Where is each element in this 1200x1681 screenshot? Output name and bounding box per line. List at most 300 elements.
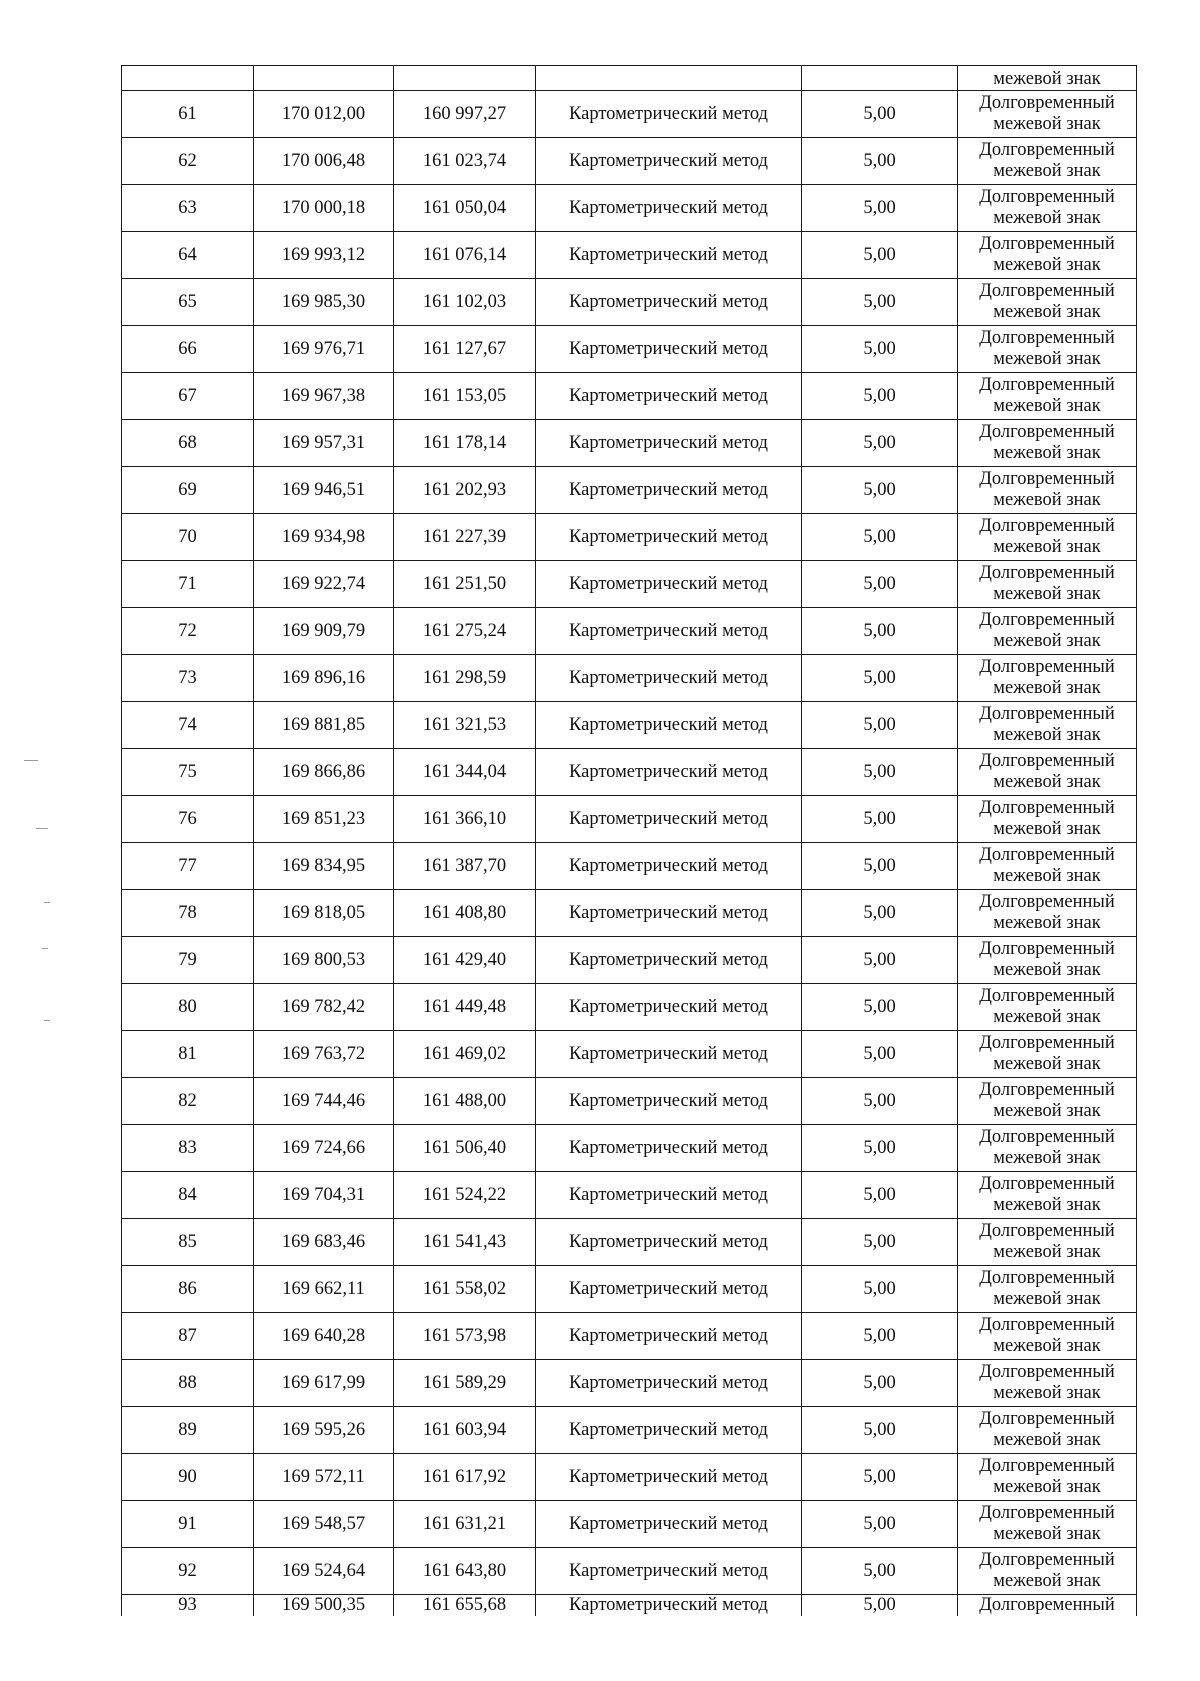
method-cell: Картометрический метод xyxy=(536,890,802,937)
x-coordinate-cell: 169 524,64 xyxy=(254,1548,394,1595)
error-cell: 5,00 xyxy=(802,1266,958,1313)
marker-type-line2: межевой знак xyxy=(993,1336,1101,1356)
point-number-cell: 83 xyxy=(122,1125,254,1172)
marker-type-line2: межевой знак xyxy=(993,631,1101,651)
marker-type-cell xyxy=(958,1360,1137,1407)
error-cell: 5,00 xyxy=(802,655,958,702)
table-row xyxy=(122,796,1137,843)
x-coordinate-cell: 169 617,99 xyxy=(254,1360,394,1407)
x-coordinate-cell: 169 896,16 xyxy=(254,655,394,702)
table-row xyxy=(122,420,1137,467)
marker-type-line1: Долговременный xyxy=(979,187,1115,207)
marker-type-line2: межевой знак xyxy=(993,1430,1101,1450)
x-coordinate-cell: 169 595,26 xyxy=(254,1407,394,1454)
point-number-cell: 65 xyxy=(122,279,254,326)
marker-type-line2: межевой знак xyxy=(993,1148,1101,1168)
point-number-cell: 89 xyxy=(122,1407,254,1454)
marker-type-cell xyxy=(958,984,1137,1031)
table-row xyxy=(122,514,1137,561)
marker-type-line2: межевой знак xyxy=(993,1242,1101,1262)
marker-type-cell xyxy=(958,608,1137,655)
y-coordinate-cell: 161 429,40 xyxy=(394,937,536,984)
x-coordinate-cell: 169 662,11 xyxy=(254,1266,394,1313)
marker-type-cell xyxy=(958,373,1137,420)
error-cell: 5,00 xyxy=(802,1125,958,1172)
y-coordinate-cell: 161 449,48 xyxy=(394,984,536,1031)
method-cell: Картометрический метод xyxy=(536,1454,802,1501)
table-row xyxy=(122,467,1137,514)
marker-type-line1: Долговременный xyxy=(979,751,1115,771)
y-coordinate-cell: 161 251,50 xyxy=(394,561,536,608)
scan-artifact xyxy=(36,828,48,829)
method-cell: Картометрический метод xyxy=(536,749,802,796)
y-coordinate-cell: 161 408,80 xyxy=(394,890,536,937)
marker-type-line1: Долговременный xyxy=(979,1174,1115,1194)
point-number-cell: 90 xyxy=(122,1454,254,1501)
error-cell: 5,00 xyxy=(802,232,958,279)
marker-type-line2: межевой знак xyxy=(993,1571,1101,1591)
table-row xyxy=(122,1078,1137,1125)
x-coordinate-cell: 169 851,23 xyxy=(254,796,394,843)
marker-type-line1: Долговременный xyxy=(979,140,1115,160)
point-number-cell: 85 xyxy=(122,1219,254,1266)
y-coordinate-cell: 161 298,59 xyxy=(394,655,536,702)
marker-type-cell xyxy=(958,1078,1137,1125)
point-number-cell: 64 xyxy=(122,232,254,279)
point-number-cell: 71 xyxy=(122,561,254,608)
marker-type-line2: межевой знак xyxy=(993,490,1101,510)
marker-type-line2: межевой знак xyxy=(993,69,1101,89)
marker-type-line1: Долговременный xyxy=(979,1080,1115,1100)
table-row xyxy=(122,1219,1137,1266)
marker-type-cell xyxy=(958,1548,1137,1595)
table-row xyxy=(122,373,1137,420)
point-number-cell: 77 xyxy=(122,843,254,890)
marker-type-line2: межевой знак xyxy=(993,1101,1101,1121)
method-cell: Картометрический метод xyxy=(536,1125,802,1172)
x-coordinate-cell: 169 782,42 xyxy=(254,984,394,1031)
marker-type-line2: межевой знак xyxy=(993,772,1101,792)
marker-type-cell xyxy=(958,138,1137,185)
method-cell: Картометрический метод xyxy=(536,185,802,232)
marker-type-cell xyxy=(958,326,1137,373)
scan-artifact xyxy=(42,948,48,949)
marker-type-cell xyxy=(958,1313,1137,1360)
x-coordinate-cell: 169 704,31 xyxy=(254,1172,394,1219)
point-number-cell: 70 xyxy=(122,514,254,561)
marker-type-line2: межевой знак xyxy=(993,255,1101,275)
point-number-cell: 69 xyxy=(122,467,254,514)
marker-type-line2: межевой знак xyxy=(993,161,1101,181)
error-cell: 5,00 xyxy=(802,420,958,467)
y-coordinate-cell: 161 076,14 xyxy=(394,232,536,279)
marker-type-line1: Долговременный xyxy=(979,281,1115,301)
error-cell: 5,00 xyxy=(802,138,958,185)
table-row-partial xyxy=(122,1595,1137,1617)
x-coordinate-cell: 169 934,98 xyxy=(254,514,394,561)
table-row xyxy=(122,608,1137,655)
method-cell: Картометрический метод xyxy=(536,1313,802,1360)
marker-type-cell xyxy=(958,91,1137,138)
point-number-cell: 80 xyxy=(122,984,254,1031)
marker-type-line1: Долговременный xyxy=(979,986,1115,1006)
x-coordinate-cell: 169 548,57 xyxy=(254,1501,394,1548)
y-coordinate-cell: 161 558,02 xyxy=(394,1266,536,1313)
marker-type-line2: межевой знак xyxy=(993,443,1101,463)
point-number-cell: 84 xyxy=(122,1172,254,1219)
marker-type-line2: межевой знак xyxy=(993,960,1101,980)
marker-type-line1: Долговременный xyxy=(979,516,1115,536)
table-row xyxy=(122,1548,1137,1595)
point-number-cell: 91 xyxy=(122,1501,254,1548)
marker-type-cell xyxy=(958,467,1137,514)
marker-type-line1: Долговременный xyxy=(979,469,1115,489)
y-coordinate-cell: 161 506,40 xyxy=(394,1125,536,1172)
y-coordinate-cell: 161 488,00 xyxy=(394,1078,536,1125)
marker-type-cell xyxy=(958,1031,1137,1078)
marker-type-line1: Долговременный xyxy=(979,234,1115,254)
method-cell: Картометрический метод xyxy=(536,467,802,514)
marker-type-cell xyxy=(958,185,1137,232)
marker-type-line1: Долговременный xyxy=(979,1595,1115,1615)
marker-type-cell xyxy=(958,1125,1137,1172)
scan-artifact xyxy=(24,760,38,761)
error-cell xyxy=(802,66,958,91)
y-coordinate-cell: 161 344,04 xyxy=(394,749,536,796)
marker-type-line2: межевой знак xyxy=(993,396,1101,416)
x-coordinate-cell: 169 818,05 xyxy=(254,890,394,937)
point-number-cell xyxy=(122,66,254,91)
error-cell: 5,00 xyxy=(802,373,958,420)
marker-type-line1: Долговременный xyxy=(979,1503,1115,1523)
method-cell: Картометрический метод xyxy=(536,1360,802,1407)
y-coordinate-cell: 161 321,53 xyxy=(394,702,536,749)
error-cell: 5,00 xyxy=(802,1313,958,1360)
table-row xyxy=(122,1125,1137,1172)
error-cell: 5,00 xyxy=(802,1031,958,1078)
method-cell: Картометрический метод xyxy=(536,1548,802,1595)
scan-artifact xyxy=(44,1020,50,1021)
error-cell: 5,00 xyxy=(802,326,958,373)
error-cell: 5,00 xyxy=(802,561,958,608)
point-number-cell: 87 xyxy=(122,1313,254,1360)
marker-type-line1: Долговременный xyxy=(979,1315,1115,1335)
point-number-cell: 93 xyxy=(122,1595,254,1617)
marker-type-line1: Долговременный xyxy=(979,1033,1115,1053)
point-number-cell: 67 xyxy=(122,373,254,420)
x-coordinate-cell: 169 834,95 xyxy=(254,843,394,890)
scan-artifact xyxy=(44,902,50,903)
method-cell: Картометрический метод xyxy=(536,796,802,843)
marker-type-cell xyxy=(958,1407,1137,1454)
table-row xyxy=(122,1407,1137,1454)
error-cell: 5,00 xyxy=(802,514,958,561)
x-coordinate-cell: 169 976,71 xyxy=(254,326,394,373)
marker-type-line2: межевой знак xyxy=(993,725,1101,745)
method-cell: Картометрический метод xyxy=(536,138,802,185)
marker-type-cell xyxy=(958,279,1137,326)
marker-type-line1: Долговременный xyxy=(979,1221,1115,1241)
marker-type-line1: Долговременный xyxy=(979,845,1115,865)
marker-type-line2: межевой знак xyxy=(993,349,1101,369)
point-number-cell: 61 xyxy=(122,91,254,138)
y-coordinate-cell: 161 023,74 xyxy=(394,138,536,185)
method-cell: Картометрический метод xyxy=(536,1501,802,1548)
marker-type-cell xyxy=(958,1454,1137,1501)
error-cell: 5,00 xyxy=(802,702,958,749)
y-coordinate-cell: 161 524,22 xyxy=(394,1172,536,1219)
y-coordinate-cell: 161 275,24 xyxy=(394,608,536,655)
y-coordinate-cell: 161 127,67 xyxy=(394,326,536,373)
x-coordinate-cell: 169 724,66 xyxy=(254,1125,394,1172)
marker-type-line1: Долговременный xyxy=(979,610,1115,630)
y-coordinate-cell: 161 603,94 xyxy=(394,1407,536,1454)
x-coordinate-cell: 170 000,18 xyxy=(254,185,394,232)
marker-type-cell xyxy=(958,796,1137,843)
y-coordinate-cell: 161 387,70 xyxy=(394,843,536,890)
point-number-cell: 79 xyxy=(122,937,254,984)
table-row xyxy=(122,843,1137,890)
x-coordinate-cell: 169 744,46 xyxy=(254,1078,394,1125)
coordinates-table xyxy=(121,65,1137,1616)
y-coordinate-cell: 161 202,93 xyxy=(394,467,536,514)
x-coordinate-cell: 169 763,72 xyxy=(254,1031,394,1078)
marker-type-cell xyxy=(958,1266,1137,1313)
y-coordinate-cell: 161 617,92 xyxy=(394,1454,536,1501)
table-row xyxy=(122,749,1137,796)
error-cell: 5,00 xyxy=(802,1407,958,1454)
marker-type-cell xyxy=(958,514,1137,561)
x-coordinate-cell: 169 985,30 xyxy=(254,279,394,326)
table-row xyxy=(122,655,1137,702)
point-number-cell: 88 xyxy=(122,1360,254,1407)
x-coordinate-cell: 169 572,11 xyxy=(254,1454,394,1501)
marker-type-cell xyxy=(958,1501,1137,1548)
method-cell: Картометрический метод xyxy=(536,655,802,702)
point-number-cell: 68 xyxy=(122,420,254,467)
marker-type-line2: межевой знак xyxy=(993,819,1101,839)
marker-type-cell xyxy=(958,937,1137,984)
error-cell: 5,00 xyxy=(802,984,958,1031)
error-cell: 5,00 xyxy=(802,749,958,796)
marker-type-cell xyxy=(958,232,1137,279)
x-coordinate-cell: 169 922,74 xyxy=(254,561,394,608)
marker-type-line1: Долговременный xyxy=(979,798,1115,818)
marker-type-line2: межевой знак xyxy=(993,1195,1101,1215)
marker-type-line1: Долговременный xyxy=(979,1268,1115,1288)
y-coordinate-cell: 161 366,10 xyxy=(394,796,536,843)
error-cell: 5,00 xyxy=(802,890,958,937)
method-cell xyxy=(536,66,802,91)
marker-type-cell xyxy=(958,843,1137,890)
y-coordinate-cell: 161 631,21 xyxy=(394,1501,536,1548)
marker-type-line2: межевой знак xyxy=(993,1383,1101,1403)
marker-type-line1: Долговременный xyxy=(979,657,1115,677)
marker-type-cell xyxy=(958,420,1137,467)
marker-type-cell xyxy=(958,1595,1137,1617)
point-number-cell: 76 xyxy=(122,796,254,843)
y-coordinate-cell: 161 153,05 xyxy=(394,373,536,420)
table-row xyxy=(122,185,1137,232)
marker-type-cell xyxy=(958,66,1137,91)
y-coordinate-cell: 160 997,27 xyxy=(394,91,536,138)
y-coordinate-cell: 161 655,68 xyxy=(394,1595,536,1617)
marker-type-line1: Долговременный xyxy=(979,704,1115,724)
x-coordinate-cell: 169 967,38 xyxy=(254,373,394,420)
y-coordinate-cell: 161 541,43 xyxy=(394,1219,536,1266)
method-cell: Картометрический метод xyxy=(536,514,802,561)
point-number-cell: 86 xyxy=(122,1266,254,1313)
marker-type-cell xyxy=(958,1172,1137,1219)
x-coordinate-cell: 170 012,00 xyxy=(254,91,394,138)
error-cell: 5,00 xyxy=(802,91,958,138)
point-number-cell: 78 xyxy=(122,890,254,937)
table-row xyxy=(122,1313,1137,1360)
marker-type-line1: Долговременный xyxy=(979,1409,1115,1429)
error-cell: 5,00 xyxy=(802,608,958,655)
table-row xyxy=(122,326,1137,373)
marker-type-line1: Долговременный xyxy=(979,328,1115,348)
x-coordinate-cell: 169 957,31 xyxy=(254,420,394,467)
marker-type-line2: межевой знак xyxy=(993,537,1101,557)
marker-type-line1: Долговременный xyxy=(979,1127,1115,1147)
marker-type-line1: Долговременный xyxy=(979,375,1115,395)
marker-type-cell xyxy=(958,890,1137,937)
table-row xyxy=(122,1031,1137,1078)
marker-type-line2: межевой знак xyxy=(993,1289,1101,1309)
point-number-cell: 75 xyxy=(122,749,254,796)
marker-type-line1: Долговременный xyxy=(979,563,1115,583)
method-cell: Картометрический метод xyxy=(536,1219,802,1266)
y-coordinate-cell: 161 178,14 xyxy=(394,420,536,467)
marker-type-line1: Долговременный xyxy=(979,1456,1115,1476)
y-coordinate-cell: 161 573,98 xyxy=(394,1313,536,1360)
marker-type-line1: Долговременный xyxy=(979,892,1115,912)
x-coordinate-cell: 169 683,46 xyxy=(254,1219,394,1266)
method-cell: Картометрический метод xyxy=(536,1407,802,1454)
error-cell: 5,00 xyxy=(802,1078,958,1125)
error-cell: 5,00 xyxy=(802,279,958,326)
marker-type-line2: межевой знак xyxy=(993,1524,1101,1544)
method-cell: Картометрический метод xyxy=(536,232,802,279)
marker-type-cell xyxy=(958,655,1137,702)
marker-type-line1: Долговременный xyxy=(979,1362,1115,1382)
x-coordinate-cell: 169 866,86 xyxy=(254,749,394,796)
marker-type-line2: межевой знак xyxy=(993,678,1101,698)
method-cell: Картометрический метод xyxy=(536,937,802,984)
table-row xyxy=(122,1266,1137,1313)
y-coordinate-cell: 161 102,03 xyxy=(394,279,536,326)
table-row xyxy=(122,890,1137,937)
method-cell: Картометрический метод xyxy=(536,1031,802,1078)
point-number-cell: 92 xyxy=(122,1548,254,1595)
x-coordinate-cell: 170 006,48 xyxy=(254,138,394,185)
error-cell: 5,00 xyxy=(802,1172,958,1219)
y-coordinate-cell: 161 589,29 xyxy=(394,1360,536,1407)
marker-type-line2: межевой знак xyxy=(993,584,1101,604)
x-coordinate-cell: 169 800,53 xyxy=(254,937,394,984)
y-coordinate-cell: 161 469,02 xyxy=(394,1031,536,1078)
table-row xyxy=(122,1172,1137,1219)
marker-type-line2: межевой знак xyxy=(993,1477,1101,1497)
table-row xyxy=(122,1360,1137,1407)
point-number-cell: 74 xyxy=(122,702,254,749)
table-row xyxy=(122,1501,1137,1548)
y-coordinate-cell: 161 643,80 xyxy=(394,1548,536,1595)
method-cell: Картометрический метод xyxy=(536,279,802,326)
marker-type-line1: Долговременный xyxy=(979,422,1115,442)
y-coordinate-cell xyxy=(394,66,536,91)
x-coordinate-cell: 169 946,51 xyxy=(254,467,394,514)
error-cell: 5,00 xyxy=(802,1454,958,1501)
table-row xyxy=(122,279,1137,326)
method-cell: Картометрический метод xyxy=(536,561,802,608)
method-cell: Картометрический метод xyxy=(536,608,802,655)
table-row xyxy=(122,561,1137,608)
marker-type-line1: Долговременный xyxy=(979,93,1115,113)
error-cell: 5,00 xyxy=(802,1595,958,1617)
table-row xyxy=(122,702,1137,749)
marker-type-line2: межевой знак xyxy=(993,866,1101,886)
method-cell: Картометрический метод xyxy=(536,91,802,138)
error-cell: 5,00 xyxy=(802,843,958,890)
marker-type-line2: межевой знак xyxy=(993,302,1101,322)
x-coordinate-cell: 169 640,28 xyxy=(254,1313,394,1360)
error-cell: 5,00 xyxy=(802,185,958,232)
method-cell: Картометрический метод xyxy=(536,984,802,1031)
marker-type-line2: межевой знак xyxy=(993,1007,1101,1027)
point-number-cell: 63 xyxy=(122,185,254,232)
marker-type-line2: межевой знак xyxy=(993,208,1101,228)
point-number-cell: 72 xyxy=(122,608,254,655)
point-number-cell: 66 xyxy=(122,326,254,373)
marker-type-line2: межевой знак xyxy=(993,1054,1101,1074)
error-cell: 5,00 xyxy=(802,1501,958,1548)
method-cell: Картометрический метод xyxy=(536,1595,802,1617)
x-coordinate-cell: 169 881,85 xyxy=(254,702,394,749)
marker-type-line1: Долговременный xyxy=(979,1550,1115,1570)
table-row xyxy=(122,1454,1137,1501)
marker-type-line2: межевой знак xyxy=(993,114,1101,134)
method-cell: Картометрический метод xyxy=(536,1078,802,1125)
marker-type-cell xyxy=(958,1219,1137,1266)
table-row xyxy=(122,937,1137,984)
marker-type-cell xyxy=(958,561,1137,608)
method-cell: Картометрический метод xyxy=(536,843,802,890)
table-row xyxy=(122,91,1137,138)
table-row xyxy=(122,232,1137,279)
method-cell: Картометрический метод xyxy=(536,420,802,467)
error-cell: 5,00 xyxy=(802,937,958,984)
method-cell: Картометрический метод xyxy=(536,1172,802,1219)
y-coordinate-cell: 161 050,04 xyxy=(394,185,536,232)
x-coordinate-cell: 169 909,79 xyxy=(254,608,394,655)
error-cell: 5,00 xyxy=(802,796,958,843)
point-number-cell: 62 xyxy=(122,138,254,185)
error-cell: 5,00 xyxy=(802,1548,958,1595)
method-cell: Картометрический метод xyxy=(536,373,802,420)
y-coordinate-cell: 161 227,39 xyxy=(394,514,536,561)
table-row xyxy=(122,138,1137,185)
error-cell: 5,00 xyxy=(802,467,958,514)
x-coordinate-cell: 169 500,35 xyxy=(254,1595,394,1617)
x-coordinate-cell xyxy=(254,66,394,91)
error-cell: 5,00 xyxy=(802,1219,958,1266)
marker-type-line1: Долговременный xyxy=(979,939,1115,959)
marker-type-line2: межевой знак xyxy=(993,913,1101,933)
x-coordinate-cell: 169 993,12 xyxy=(254,232,394,279)
method-cell: Картометрический метод xyxy=(536,702,802,749)
